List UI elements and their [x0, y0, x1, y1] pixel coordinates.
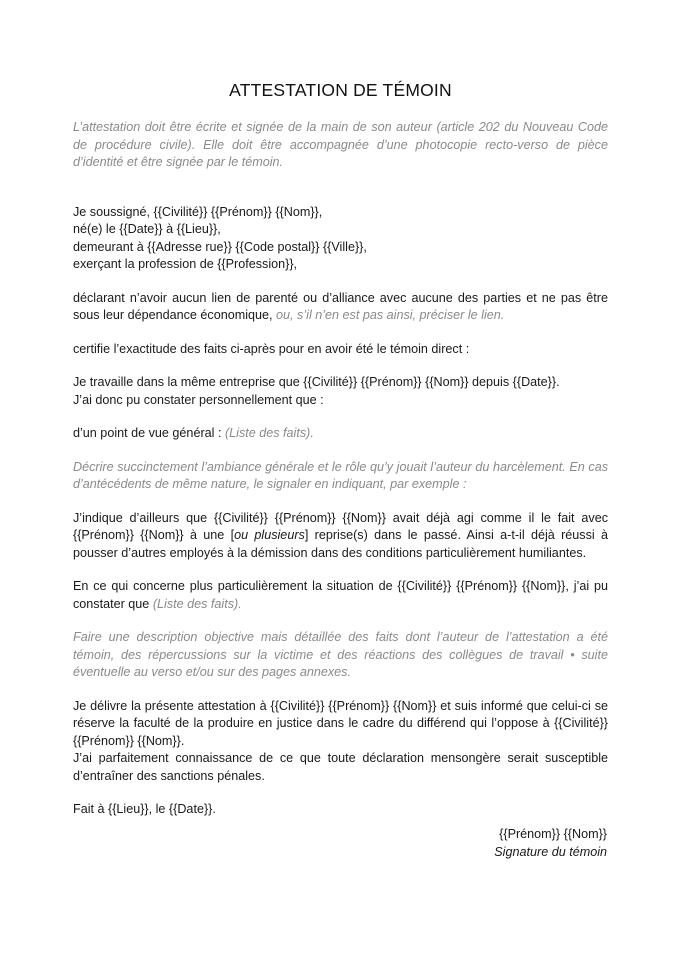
situation-paragraph	[73, 578, 608, 613]
identity-line-birth: né(e) le {{Date}} à {{Lieu}},	[73, 222, 221, 236]
declaration-text: déclarant n’avoir aucun lien de parenté ou d’alliance avec aucune des parties et ne pas être sous leur dépendance économique,	[73, 290, 608, 322]
identity-block	[73, 204, 608, 274]
signature-name: {{Prénom}} {{Nom}}	[499, 827, 607, 841]
precedents-text-b: ] reprise(s) dans le passé. Ainsi a-t-il déjà réussi à pousser d’autres employés à la démission dans des conditions particulièrement humiliantes.	[73, 528, 608, 560]
delivery-paragraph	[73, 698, 608, 786]
general-paragraph	[73, 425, 608, 443]
general-hint: (Liste des faits).	[224, 426, 314, 440]
page-title: ATTESTATION DE TÉMOIN	[229, 80, 452, 100]
precedents-text-a: J’indique d’ailleurs que {{Civilité}} {{Prénom}} {{Nom}} avait déjà agi comme il le fait avec {{Prénom}} {{Nom}} à une [	[73, 510, 608, 542]
certify-paragraph: certifie l’exactitude des faits ci-après pour en avoir été le témoin direct :	[73, 341, 470, 356]
declaration-hint: ou, s’il n’en est pas ainsi, préciser le lien.	[276, 308, 505, 322]
intro-instructions: L’attestation doit être écrite et signée de la main de son auteur (article 202 du Nouveau Code de procédure civile). Elle doit être accompagnée d’une photocopie recto-verso de pièce d’identité et être signée par le témoin.	[73, 120, 608, 169]
work-line-1: Je travaille dans la même entreprise que {{Civilité}} {{Prénom}} {{Nom}} depuis {{Date}}.	[73, 375, 560, 389]
identity-line-name: Je soussigné, {{Civilité}} {{Prénom}} {{Nom}},	[73, 204, 323, 219]
delivery-line-2: J’ai parfaitement connaissance de ce que toute déclaration mensongère serait susceptible d’entraîner des sanctions pénales.	[73, 751, 608, 783]
work-paragraph	[73, 374, 608, 409]
declaration-paragraph	[73, 290, 608, 325]
identity-line-profession: exerçant la profession de {{Profession}},	[73, 257, 298, 271]
done-at: Fait à {{Lieu}}, le {{Date}}.	[73, 802, 216, 816]
precedents-option: ou plusieurs	[234, 528, 305, 542]
identity-line-address: demeurant à {{Adresse rue}} {{Code postal}} {{Ville}},	[73, 239, 367, 254]
signature-block	[494, 826, 607, 861]
situation-text: En ce qui concerne plus particulièrement la situation de {{Civilité}} {{Prénom}} {{Nom}}, j’ai pu constater que	[73, 579, 608, 611]
general-text: d’un point de vue général :	[73, 426, 222, 440]
work-line-2: J’ai donc pu constater personnellement que :	[73, 392, 324, 407]
describe-hint: Décrire succinctement l’ambiance générale et le rôle qu’y jouait l’auteur du harcèlement. En cas d’antécédents de même nature, le signaler en indiquant, par exemple :	[73, 459, 608, 491]
signature-label: Signature du témoin	[494, 844, 607, 859]
delivery-text: Je délivre la présente attestation à {{Civilité}} {{Prénom}} {{Nom}} et suis informé que celui-ci se réserve la faculté de la produire en justice dans le cadre du différend qui l’oppose à {{Civilité}} {{Prénom}} {{Nom}}.	[73, 698, 608, 748]
precedents-paragraph	[73, 510, 608, 563]
objective-hint: Faire une description objective mais détaillée des faits dont l’auteur de l’attestation a été témoin, des répercussions sur la victime et des réactions des collègues de travail • suite éventuelle au verso et/ou sur des pages annexes.	[73, 630, 608, 679]
situation-hint: (Liste des faits).	[152, 596, 242, 611]
